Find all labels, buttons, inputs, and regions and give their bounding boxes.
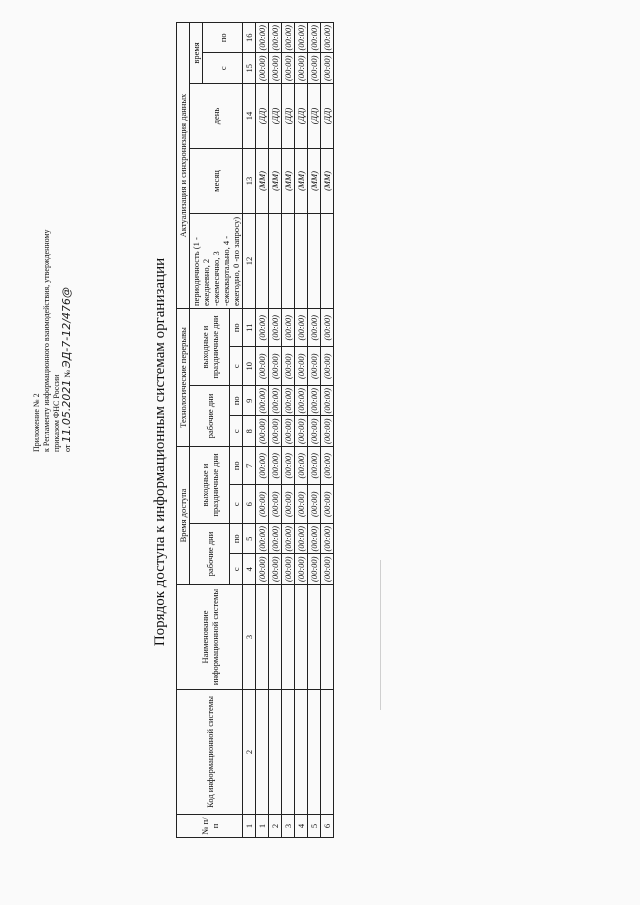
row-name: [295, 585, 308, 690]
time-cell: (00:00): [295, 447, 308, 486]
time-cell: (00:00): [269, 485, 282, 524]
time-cell: (00:00): [269, 447, 282, 486]
time-cell: (00:00): [269, 309, 282, 348]
col-number: 14: [243, 84, 256, 149]
col-number: 4: [243, 554, 256, 585]
row-name: [256, 585, 269, 690]
month-cell: (ММ): [256, 149, 269, 214]
period-cell: [256, 214, 269, 309]
month-cell: (ММ): [295, 149, 308, 214]
sync-time-from-cell: (00:00): [282, 53, 295, 84]
time-cell: (00:00): [295, 485, 308, 524]
rotated-landscape-content: [32, 22, 600, 882]
header-to: по: [230, 386, 243, 417]
time-cell: (00:00): [321, 386, 334, 417]
time-cell: (00:00): [256, 554, 269, 585]
sync-time-from-cell: (00:00): [321, 53, 334, 84]
column-number-row: [243, 23, 256, 838]
time-cell: (00:00): [282, 485, 295, 524]
sync-time-from-cell: (00:00): [295, 53, 308, 84]
time-cell: (00:00): [295, 309, 308, 348]
sync-time-from-cell: (00:00): [269, 53, 282, 84]
time-cell: (00:00): [308, 554, 321, 585]
col-number: 15: [243, 53, 256, 84]
time-cell: (00:00): [295, 347, 308, 386]
appendix-line-3: приказом ФНС России: [52, 374, 61, 452]
day-cell: (ДД): [308, 84, 321, 149]
header-time-from: с: [203, 53, 243, 84]
col-number: 1: [243, 815, 256, 838]
time-cell: (00:00): [321, 524, 334, 555]
header-period: периодичность (1 - ежедневно, 2 -ежемесячно, 3 -ежеквартально, 4 - ежегодно, 0 -по запросу): [190, 214, 243, 309]
row-code: [295, 690, 308, 815]
time-cell: (00:00): [308, 347, 321, 386]
time-cell: (00:00): [282, 309, 295, 348]
time-cell: (00:00): [269, 416, 282, 447]
period-cell: [282, 214, 295, 309]
table-row: [269, 23, 282, 838]
time-cell: (00:00): [256, 416, 269, 447]
col-number: 11: [243, 309, 256, 348]
row-number: 3: [282, 815, 295, 838]
period-cell: [295, 214, 308, 309]
header-access: Время доступа: [177, 447, 190, 585]
row-code: [256, 690, 269, 815]
time-cell: (00:00): [269, 347, 282, 386]
row-name: [269, 585, 282, 690]
time-cell: (00:00): [308, 416, 321, 447]
row-code: [321, 690, 334, 815]
time-cell: (00:00): [282, 386, 295, 417]
page-title: Порядок доступа к информационным системам организации: [152, 257, 168, 647]
header-from: с: [230, 347, 243, 386]
header-to: по: [230, 447, 243, 486]
col-number: 16: [243, 23, 256, 54]
col-number: 13: [243, 149, 256, 214]
time-cell: (00:00): [308, 447, 321, 486]
time-cell: (00:00): [308, 485, 321, 524]
header-access-workdays: рабочие дни: [190, 524, 230, 585]
col-number: 7: [243, 447, 256, 486]
row-name: [321, 585, 334, 690]
time-cell: (00:00): [256, 485, 269, 524]
col-number: 6: [243, 485, 256, 524]
time-cell: (00:00): [295, 416, 308, 447]
col-number: 8: [243, 416, 256, 447]
table-row: [256, 23, 269, 838]
table-body: [256, 23, 334, 838]
table-row: [295, 23, 308, 838]
table-row: [321, 23, 334, 838]
sync-time-to-cell: (00:00): [295, 23, 308, 54]
col-number: 10: [243, 347, 256, 386]
time-cell: (00:00): [256, 524, 269, 555]
col-number: 9: [243, 386, 256, 417]
sync-time-to-cell: (00:00): [282, 23, 295, 54]
header-month: месяц: [190, 149, 243, 214]
header-row-1: [177, 23, 190, 838]
header-num: № п/п: [177, 815, 243, 838]
row-number: 4: [295, 815, 308, 838]
time-cell: (00:00): [308, 386, 321, 417]
header-tech-weekends: выходные и праздничные дни: [190, 309, 230, 386]
time-cell: (00:00): [269, 524, 282, 555]
header-from: с: [230, 554, 243, 585]
appendix-line-2: к Регламенту информационного взаимодействия, утвержденному: [42, 229, 51, 452]
time-cell: (00:00): [321, 447, 334, 486]
month-cell: (ММ): [282, 149, 295, 214]
time-cell: (00:00): [295, 554, 308, 585]
time-cell: (00:00): [321, 554, 334, 585]
header-access-weekends: выходные и праздничные дни: [190, 447, 230, 524]
header-tech-workdays: рабочие дни: [190, 386, 230, 447]
sync-time-from-cell: (00:00): [256, 53, 269, 84]
sync-time-to-cell: (00:00): [321, 23, 334, 54]
time-cell: (00:00): [256, 309, 269, 348]
header-from: с: [230, 416, 243, 447]
time-cell: (00:00): [321, 485, 334, 524]
header-to: по: [230, 524, 243, 555]
header-from: с: [230, 485, 243, 524]
time-cell: (00:00): [282, 416, 295, 447]
time-cell: (00:00): [282, 524, 295, 555]
row-name: [308, 585, 321, 690]
period-cell: [269, 214, 282, 309]
day-cell: (ДД): [282, 84, 295, 149]
time-cell: (00:00): [282, 447, 295, 486]
header-code: Код информационной системы: [177, 690, 243, 815]
period-cell: [321, 214, 334, 309]
sync-time-to-cell: (00:00): [269, 23, 282, 54]
day-cell: (ДД): [321, 84, 334, 149]
row-number: 1: [256, 815, 269, 838]
time-cell: (00:00): [282, 347, 295, 386]
time-cell: (00:00): [321, 347, 334, 386]
row-number: 6: [321, 815, 334, 838]
handwritten-date: 11.05.2021: [60, 379, 73, 443]
appendix-line-4: от 11.05.2021 № ЭД-7-12/476@: [60, 287, 73, 452]
row-name: [282, 585, 295, 690]
table-row: [282, 23, 295, 838]
time-cell: (00:00): [256, 386, 269, 417]
time-cell: (00:00): [269, 554, 282, 585]
appendix-line-1: Приложение № 2: [32, 393, 41, 452]
month-cell: (ММ): [321, 149, 334, 214]
day-cell: (ДД): [269, 84, 282, 149]
col-number: 5: [243, 524, 256, 555]
header-time: время: [190, 23, 203, 84]
row-code: [269, 690, 282, 815]
sync-time-to-cell: (00:00): [256, 23, 269, 54]
header-to: по: [230, 309, 243, 348]
period-cell: [308, 214, 321, 309]
time-cell: (00:00): [321, 416, 334, 447]
time-cell: (00:00): [256, 447, 269, 486]
month-cell: (ММ): [308, 149, 321, 214]
time-cell: (00:00): [295, 386, 308, 417]
time-cell: (00:00): [269, 386, 282, 417]
row-number: 2: [269, 815, 282, 838]
time-cell: (00:00): [282, 554, 295, 585]
access-table: [176, 22, 334, 838]
col-number: 2: [243, 690, 256, 815]
time-cell: (00:00): [295, 524, 308, 555]
row-number: 5: [308, 815, 321, 838]
sync-time-from-cell: (00:00): [308, 53, 321, 84]
day-cell: (ДД): [295, 84, 308, 149]
day-cell: (ДД): [256, 84, 269, 149]
appendix-header: [32, 22, 73, 452]
time-cell: (00:00): [308, 524, 321, 555]
month-cell: (ММ): [269, 149, 282, 214]
time-cell: (00:00): [321, 309, 334, 348]
row-code: [282, 690, 295, 815]
sync-time-to-cell: (00:00): [308, 23, 321, 54]
header-name: Наименование информационной системы: [177, 585, 243, 690]
col-number: 3: [243, 585, 256, 690]
col-number: 12: [243, 214, 256, 309]
table-row: [308, 23, 321, 838]
header-sync: Актуализация и синхронизация данных: [177, 23, 190, 309]
handwritten-number: ЭД-7-12/476@: [60, 287, 73, 368]
header-time-to: по: [203, 23, 243, 54]
header-tech: Технологические перерывы: [177, 309, 190, 447]
header-day: день: [190, 84, 243, 149]
row-code: [308, 690, 321, 815]
time-cell: (00:00): [308, 309, 321, 348]
time-cell: (00:00): [256, 347, 269, 386]
